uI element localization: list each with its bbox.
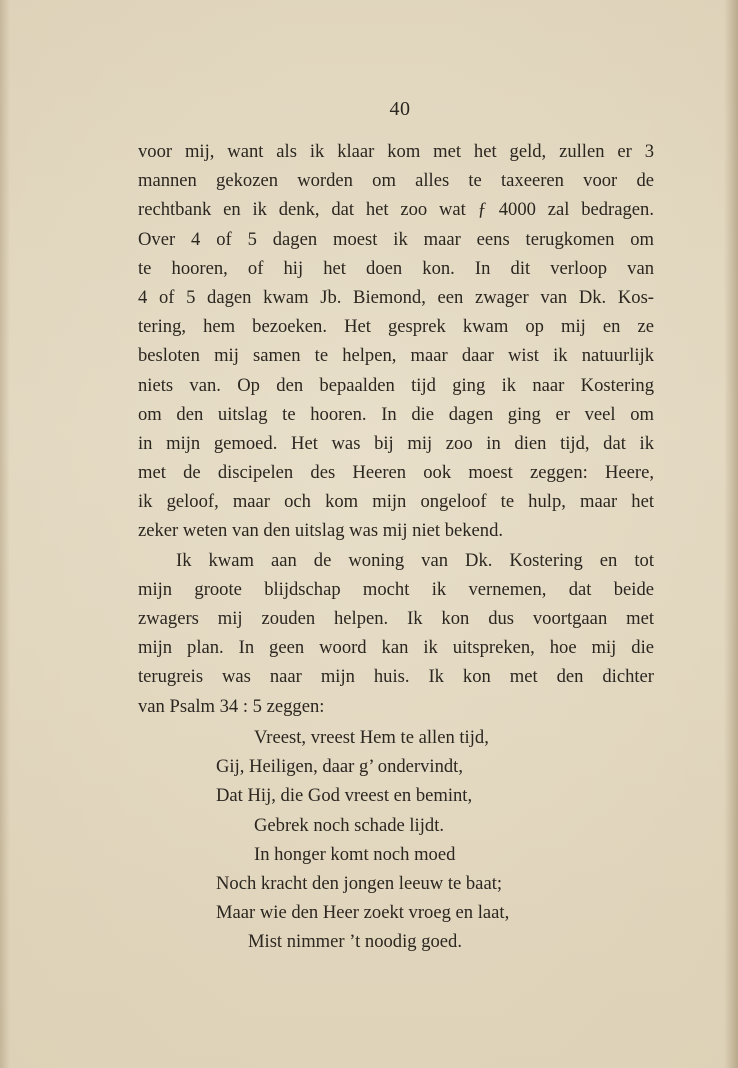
prose-line: niets van. Op den bepaalden tijd ging ik naar Kostering xyxy=(138,374,654,396)
prose-line: 4 of 5 dagen kwam Jb. Biemond, een zwager van Dk. Kos- xyxy=(138,286,654,308)
poem-line: Mist nimmer ’t noodig goed. xyxy=(248,931,462,953)
poem-line: Maar wie den Heer zoekt vroeg en laat, xyxy=(216,902,510,924)
prose-block xyxy=(138,137,654,721)
prose-line: om den uitslag te hooren. In die dagen ging er veel om xyxy=(138,403,654,425)
prose-line: van Psalm 34 : 5 zeggen: xyxy=(138,695,325,717)
prose-line: ik geloof, maar och kom mijn ongeloof te hulp, maar het xyxy=(138,491,654,513)
prose-line: te hooren, of hij het doen kon. In dit verloop van xyxy=(138,257,654,279)
prose-line: in mijn gemoed. Het was bij mij zoo in dien tijd, dat ik xyxy=(138,432,654,454)
poem-line: In honger komt noch moed xyxy=(254,843,456,865)
poem-line: Dat Hij, die God vreest en bemint, xyxy=(216,785,473,807)
prose-line: mannen gekozen worden om alles te taxeeren voor de xyxy=(138,170,654,192)
poem-line: Vreest, vreest Hem te allen tijd, xyxy=(254,727,489,748)
prose-line: zwagers mij zouden helpen. Ik kon dus voortgaan met xyxy=(138,608,654,629)
prose-line: Ik kwam aan de woning van Dk. Kostering en tot xyxy=(176,549,654,571)
prose-line: mijn plan. In geen woord kan ik uitspreken, hoe mij die xyxy=(138,637,654,659)
psalm-verse xyxy=(0,723,738,957)
prose-line: met de discipelen des Heeren ook moest zeggen: Heere, xyxy=(138,462,654,484)
prose-line: mijn groote blijdschap mocht ik vernemen, dat beide xyxy=(138,578,654,600)
poem-line: Gebrek noch schade lijdt. xyxy=(254,814,445,836)
prose-line: rechtbank en ik denk, dat het zoo wat ƒ 4000 zal bedragen. xyxy=(138,199,654,221)
prose-line: voor mij, want als ik klaar kom met het geld, zullen er 3 xyxy=(138,141,654,162)
prose-line: zeker weten van den uitslag was mij niet bekend. xyxy=(138,520,504,542)
prose-line: terugreis was naar mijn huis. Ik kon met den dichter xyxy=(138,666,654,688)
poem-line: Gij, Heiligen, daar g’ ondervindt, xyxy=(216,756,463,778)
prose-line: besloten mij samen te helpen, maar daar wist ik natuurlijk xyxy=(138,345,654,367)
poem-line: Noch kracht den jongen leeuw te baat; xyxy=(216,872,503,894)
prose-line: tering, hem bezoeken. Het gesprek kwam op mij en ze xyxy=(138,316,654,338)
page-number: 40 xyxy=(389,98,411,120)
prose-line: Over 4 of 5 dagen moest ik maar eens terugkomen om xyxy=(138,228,654,250)
